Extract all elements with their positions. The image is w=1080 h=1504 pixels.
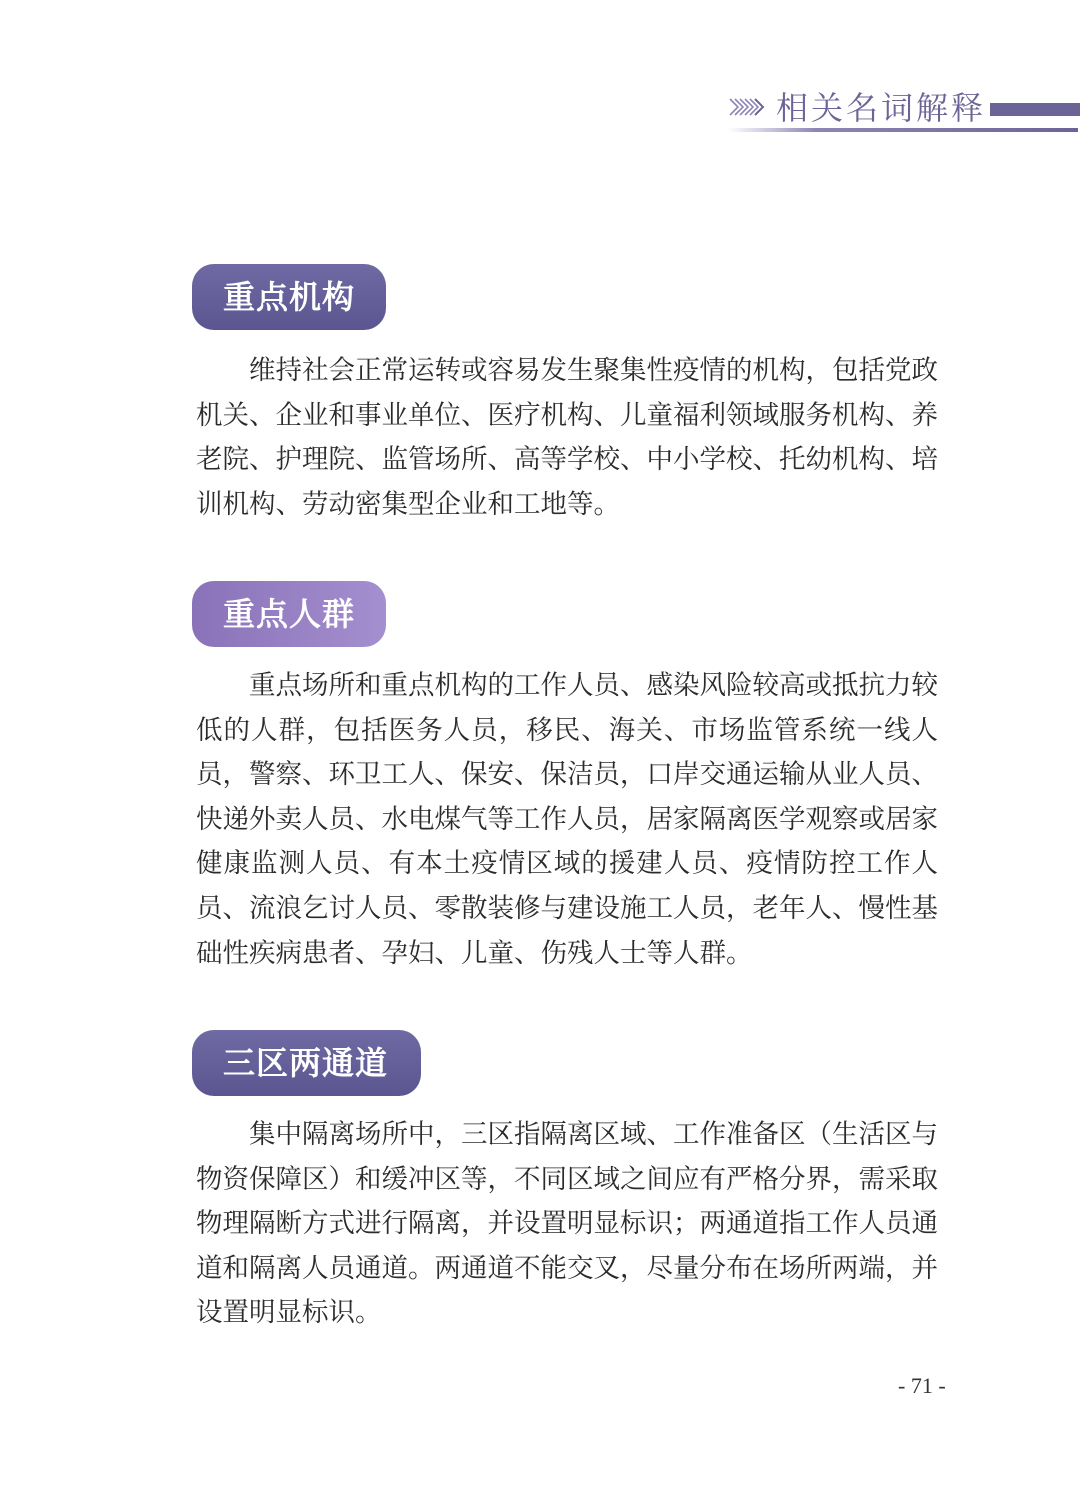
section-text-key-institutions: 维持社会正常运转或容易发生聚集性疫情的机构，包括党政机关、企业和事业单位、医疗机构、儿童福利领域服务机构、养老院、护理院、监管场所、高等学校、中小学校、托幼机构、培训机构、劳动密集型企业和工地等。 <box>196 355 938 520</box>
header-decor-bar <box>990 103 1080 116</box>
header-underline <box>728 128 1078 132</box>
page-header <box>728 88 1080 136</box>
double-chevron-arrows-icon <box>728 96 768 118</box>
section-label-key-institutions: 重点机构 <box>192 264 386 330</box>
header-title: 相关名词解释 <box>776 89 987 127</box>
section-text-three-zones-two-passages: 集中隔离场所中，三区指隔离区域、工作准备区（生活区与物资保障区）和缓冲区等，不同区域之间应有严格分界，需采取物理隔断方式进行隔离，并设置明显标识；两通道指工作人员通道和隔离人员通道。两通道不能交叉，尽量分布在场所两端，并设置明显标识。 <box>196 1119 938 1329</box>
section-label-three-zones-two-passages: 三区两通道 <box>192 1030 421 1096</box>
section-text-key-groups: 重点场所和重点机构的工作人员、感染风险较高或抵抗力较低的人群，包括医务人员，移民、海关、市场监管系统一线人员，警察、环卫工人、保安、保洁员，口岸交通运输从业人员、快递外卖人员、水电煤气等工作人员，居家隔离医学观察或居家健康监测人员、有本土疫情区域的援建人员、疫情防控工作人员、流浪乞讨人员、零散装修与建设施工人员，老年人、慢性基础性疾病患者、孕妇、儿童、伤残人士等人群。 <box>196 670 938 969</box>
page-number: - 71 - <box>898 1373 946 1398</box>
section-label-key-groups: 重点人群 <box>192 581 386 647</box>
